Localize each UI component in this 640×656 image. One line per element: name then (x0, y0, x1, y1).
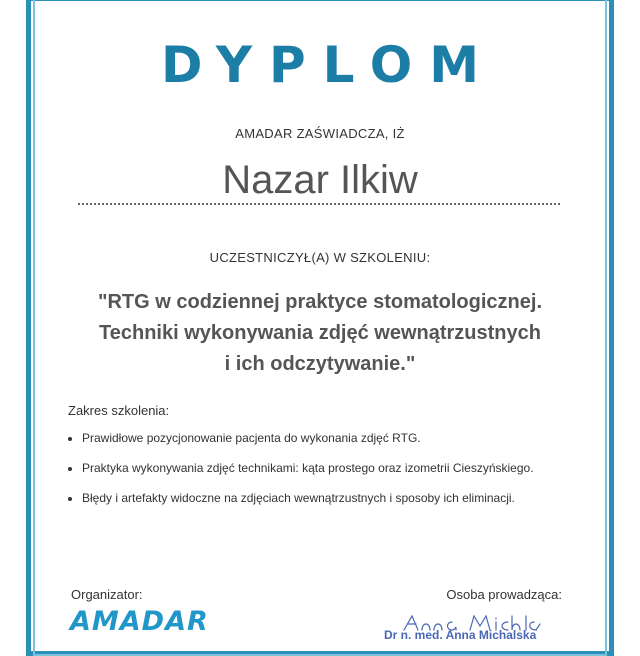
bullet-icon (68, 467, 72, 471)
course-title-line: Techniki wykonywania zdjęć wewnątrzustnych (99, 322, 541, 344)
signer-name: Dr n. med. Anna Michalska (384, 628, 537, 642)
attest-text: AMADAR ZAŚWIADCZA, IŻ (235, 126, 405, 141)
course-title (50, 287, 590, 380)
bullet-icon (68, 497, 72, 501)
amadar-logo: AMADAR (70, 606, 209, 637)
lead-label: Osoba prowadząca: (446, 587, 562, 602)
diploma-title: DYPLOM (160, 36, 497, 94)
name-dotted-line (78, 203, 560, 205)
recipient-name: Nazar Ilkiw (222, 158, 418, 202)
list-item (66, 431, 534, 461)
course-title-line: "RTG w codziennej praktyce stomatologicznej. (97, 291, 542, 313)
bullet-icon (68, 437, 72, 441)
organizer-label: Organizator: (71, 587, 143, 602)
scope-item-text: Prawidłowe pozycjonowanie pacjenta do wykonania zdjęć RTG. (82, 431, 421, 445)
participation-text: UCZESTNICZYŁ(A) W SZKOLENIU: (209, 250, 431, 265)
list-item (66, 461, 534, 491)
list-item (66, 491, 534, 521)
course-title-line: i ich odczytywanie." (224, 353, 416, 375)
scope-label: Zakres szkolenia: (68, 403, 170, 418)
scope-item-text: Praktyka wykonywania zdjęć technikami: kąta prostego oraz izometrii Cieszyńskiego. (82, 461, 534, 475)
scope-list (66, 431, 534, 521)
scope-item-text: Błędy i artefakty widoczne na zdjęciach wewnątrzustnych i sposoby ich eliminacji. (82, 491, 515, 505)
